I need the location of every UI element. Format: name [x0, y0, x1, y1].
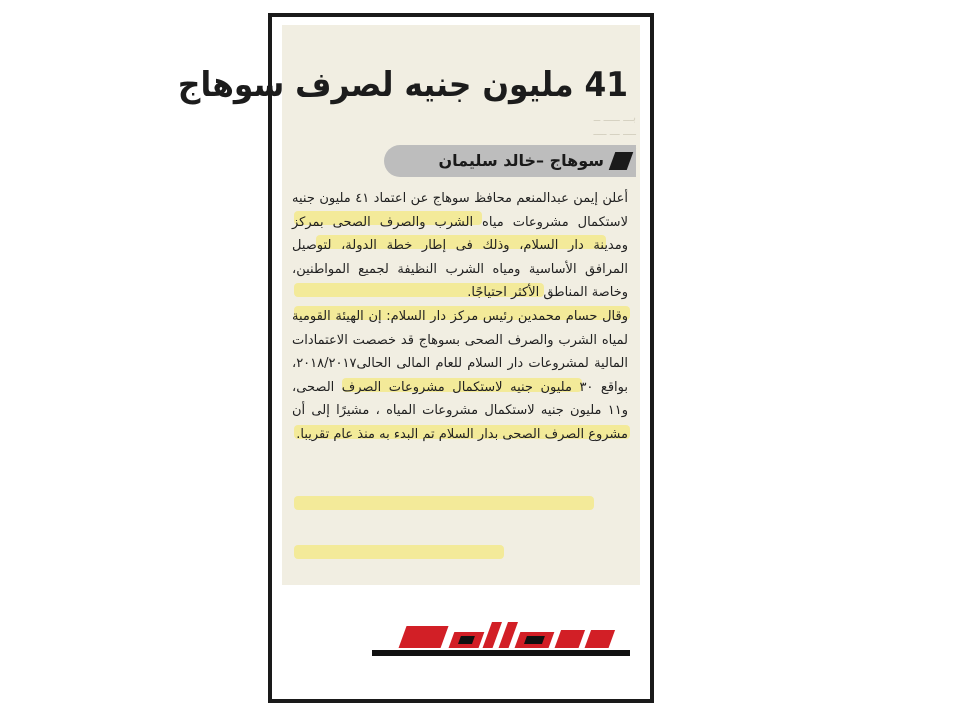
highlight-mark — [294, 545, 504, 559]
byline: سوهاج –خالد سليمان — [438, 151, 604, 170]
highlight-mark — [294, 496, 594, 510]
byline-marker-icon — [609, 152, 634, 170]
byline-bar — [384, 145, 636, 177]
clipping-frame — [177, 13, 654, 703]
article-paragraph-1: أعلن إيمن عبدالمنعم محافظ سوهاج عن اعتماد ٤١ مليون جنيه لاستكمال مشروعات مياه الشرب والصرف الصحى بمركز ومدينة دار السلام، وذلك فى إطار خطة الدولة، لتوصيل المرافق الأساسية ومياه الشرب النظيفة لجميع المواطنين، وخاصة المناطق الأكثر احتياجًا. — [292, 191, 628, 301]
headline: 41 مليون جنيه لصرف سوهاج — [177, 65, 628, 105]
newspaper-clipping — [177, 25, 640, 585]
bleed-through-text: بـــ ـــــ ــ ــــ ـــ ــــ — [593, 111, 636, 138]
newspaper-logo-icon — [372, 622, 630, 666]
article-body — [292, 187, 628, 447]
article-paragraph-2: وقال حسام محمدين رئيس مركز دار السلام: إن الهيئة القومية لمياه الشرب والصرف الصحى بسوهاج قد خصصت الاعتمادات المالية لمشروعات دار السلام للعام المالى الحالى٢٠١٨/٢٠١٧، بواقع ٣٠ مليون جنيه لاستكمال مشروعات الصرف الصحى، و١١ مليون جنيه لاستكمال مشروعات المياه ، مشيرًا إلى أن مشروع الصرف الصحى بدار السلام تم البدء به منذ عام تقريبا. — [292, 308, 628, 442]
